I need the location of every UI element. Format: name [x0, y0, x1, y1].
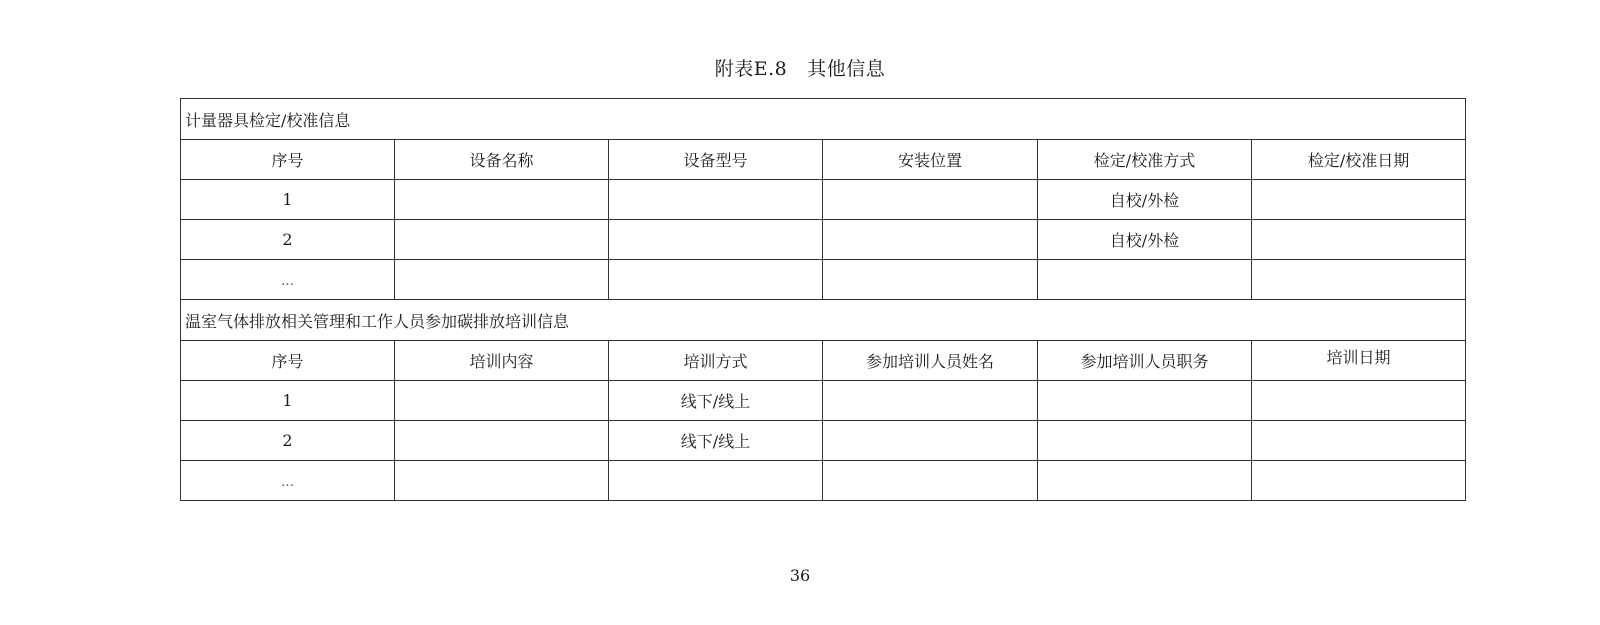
table-cell: 2: [181, 220, 395, 260]
section-heading-calibration: 计量器具检定/校准信息: [181, 99, 1466, 140]
column-header-row: [181, 341, 1466, 381]
column-header-row: [181, 140, 1466, 180]
table-row: [181, 381, 1466, 421]
table-cell: [395, 421, 609, 461]
table-cell: 2: [181, 421, 395, 461]
table-cell: 线下/线上: [609, 421, 823, 461]
table-cell: [1252, 421, 1466, 461]
table-cell: 线下/线上: [609, 381, 823, 421]
column-header: 安装位置: [823, 140, 1038, 180]
table-cell: [609, 180, 823, 220]
section-heading-training: 温室气体排放相关管理和工作人员参加碳排放培训信息: [181, 300, 1466, 341]
column-header: 设备型号: [609, 140, 823, 180]
table-title: 其他信息: [807, 58, 886, 80]
table-cell: [609, 461, 823, 501]
section-heading-row: [181, 300, 1466, 341]
table-cell: …: [181, 260, 395, 300]
table-cell: [1252, 180, 1466, 220]
table-cell: [823, 220, 1038, 260]
table-row: [181, 421, 1466, 461]
table-cell: [395, 260, 609, 300]
table-cell: [823, 180, 1038, 220]
table-cell: [1038, 260, 1252, 300]
column-header: 检定/校准日期: [1252, 140, 1466, 180]
table-cell: [823, 461, 1038, 501]
table-cell: [1038, 421, 1252, 461]
table-cell: [395, 461, 609, 501]
table-cell: 自校/外检: [1038, 180, 1252, 220]
column-header: 参加培训人员职务: [1038, 341, 1252, 381]
table-row: [181, 461, 1466, 501]
table-row: [181, 260, 1466, 300]
table-row: [181, 220, 1466, 260]
table-cell: [1252, 381, 1466, 421]
section-heading-row: [181, 99, 1466, 140]
table-cell: [1252, 260, 1466, 300]
table-cell: [609, 260, 823, 300]
table-cell: 1: [181, 381, 395, 421]
column-header: 检定/校准方式: [1038, 140, 1252, 180]
table-cell: [1038, 461, 1252, 501]
table-cell: 1: [181, 180, 395, 220]
other-info-table: [180, 98, 1466, 501]
table-cell: …: [181, 461, 395, 501]
table-cell: [395, 381, 609, 421]
table-row: [181, 180, 1466, 220]
column-header: 培训日期: [1252, 341, 1466, 381]
table-cell: [1252, 220, 1466, 260]
table-cell: 自校/外检: [1038, 220, 1252, 260]
column-header: 设备名称: [395, 140, 609, 180]
table-label: 附表E.8: [714, 58, 788, 80]
column-header: 参加培训人员姓名: [823, 341, 1038, 381]
table-cell: [609, 220, 823, 260]
table-cell: [1252, 461, 1466, 501]
column-header: 培训方式: [609, 341, 823, 381]
column-header: 序号: [181, 341, 395, 381]
column-header: 培训内容: [395, 341, 609, 381]
page-number: 36: [789, 566, 811, 585]
column-header: 序号: [181, 140, 395, 180]
page-title: [0, 54, 1600, 81]
table-cell: [1038, 381, 1252, 421]
table-cell: [395, 180, 609, 220]
table-cell: [823, 381, 1038, 421]
table-cell: [823, 421, 1038, 461]
table-cell: [395, 220, 609, 260]
table-cell: [823, 260, 1038, 300]
